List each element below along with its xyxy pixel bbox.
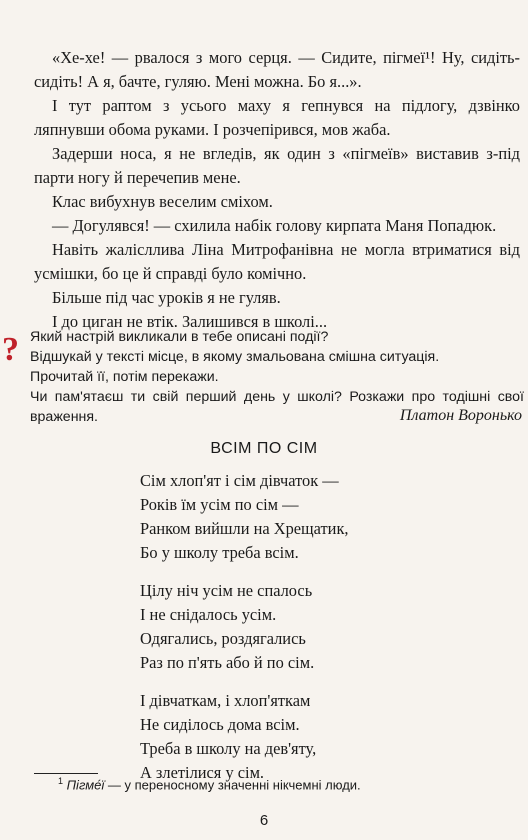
poem	[140, 469, 440, 799]
poem-line: Не сиділось дома всім.	[140, 715, 300, 734]
poem-line: І не снідалось усім.	[140, 605, 277, 624]
footnote	[58, 776, 361, 792]
paragraph-3: Задерши носа, я не вгледів, як один з «пігмеїв» виставив з-під парти ногу й перечепив мене.	[34, 144, 520, 187]
stanza-1	[140, 469, 440, 565]
poem-line: А злетілися у сім.	[140, 763, 265, 782]
poem-line: Цілу ніч усім не спалось	[140, 581, 313, 600]
footnote-term: Пігме́ї	[66, 777, 105, 793]
question-3: Прочитай її, потім перекажи.	[30, 369, 219, 385]
poem-line: Років їм усім по сім —	[140, 495, 299, 514]
question-1: Який настрій викликали в тебе описані події?	[30, 329, 329, 345]
poem-line: Раз по п'ять або й по сім.	[140, 653, 315, 672]
footnote-text: — у переносному значенні нікчемні люди.	[104, 777, 361, 793]
question-2: Відшукай у тексті місце, в якому змальована смішна ситуація.	[30, 349, 440, 365]
paragraph-4: Клас вибухнув веселим сміхом.	[52, 192, 273, 211]
author-name: Платон Воронько	[399, 407, 522, 424]
paragraph-6: Навіть жалісллива Ліна Митрофанівна не могла втриматися від усмішки, бо це й справді було комічно.	[34, 240, 520, 283]
poem-line: Ранком вийшли на Хрещатик,	[140, 519, 349, 538]
poem-title: ВСІМ ПО СІМ	[210, 440, 318, 457]
question-4: Чи пам'ятаєш ти свій перший день у школі? Розкажи про тодішні свої враження.	[30, 389, 524, 425]
poem-line: І дівчаткам, і хлоп'яткам	[140, 691, 311, 710]
paragraph-1	[34, 46, 520, 94]
poem-line: Одягались, роздягались	[140, 629, 306, 648]
question-mark-icon: ?	[2, 331, 19, 368]
footnote-marker: 1	[58, 776, 64, 786]
poem-line: Бо у школу треба всім.	[140, 543, 299, 562]
paragraph-7: Більше під час уроків я не гуляв.	[52, 288, 281, 307]
poem-line: Треба в школу на дев'яту,	[140, 739, 317, 758]
stanza-2	[140, 579, 440, 675]
paragraph-8: І до циган не втік. Залишився в школі...	[52, 312, 328, 331]
footnote-divider	[34, 773, 98, 774]
paragraph-2: І тут раптом з усього маху я гепнувся на підлогу, дзвінко ляпнувши обома руками. І розчепірився, мов жаба.	[34, 96, 520, 139]
poem-line: Сім хлоп'ят і сім дівчаток —	[140, 471, 339, 490]
stanza-3	[140, 689, 440, 785]
paragraph-1-text: «Хе-хе! — рвалося з мого серця. — Сидите, пігмеї¹! Ну, сидіть-сидіть! А я, бачте, гуляю. Мені можна. Бо я...».	[34, 48, 520, 91]
page-number: 6	[259, 812, 269, 829]
story-paragraphs	[34, 46, 520, 334]
paragraph-5: — Догулявся! — схилила набік голову кирпата Маня Попадюк.	[52, 216, 497, 235]
